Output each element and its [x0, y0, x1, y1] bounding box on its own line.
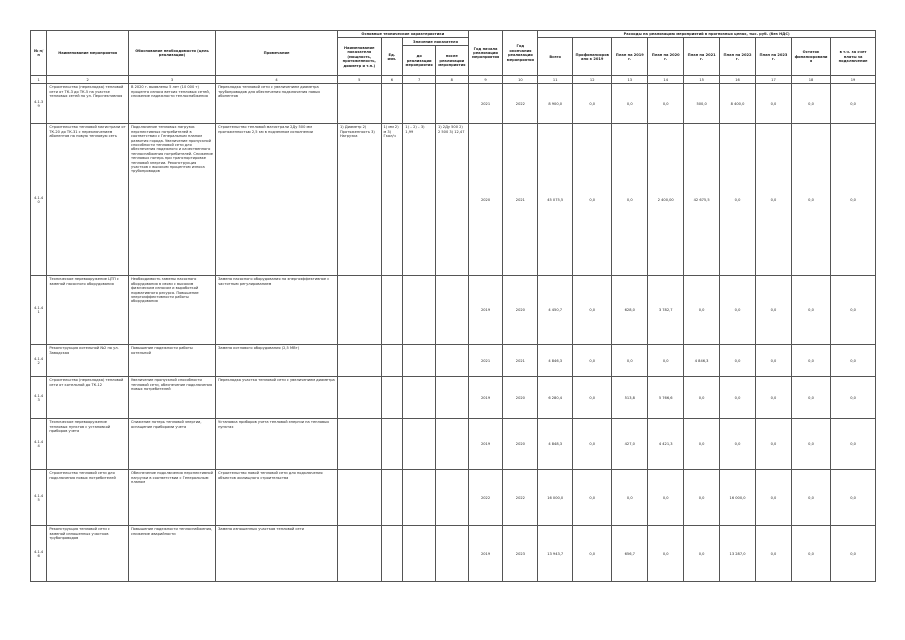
row-plan-2019: 0,0: [612, 84, 648, 124]
row-name: Техническое перевооружение ЦТП с заменой насосного оборудования: [47, 276, 129, 345]
header-plan-2022: План на 2022 г.: [720, 38, 756, 76]
row-plan-2023: 0,0: [756, 419, 792, 470]
row-name: Реконструкция тепловой сети с заменой изношенных участков трубопроводов: [47, 526, 129, 582]
row-name: Строительство тепловой сети для подключения новых потребителей: [47, 470, 129, 526]
row-goal: Повышение надежности работы котельной: [128, 345, 215, 377]
table-row: [31, 526, 876, 582]
row-indicator: [337, 470, 381, 526]
row-notes: Замена котлового оборудования (2,5 МВт): [216, 345, 338, 377]
row-unit: 1) мм 2) м 3) Гкал/ч: [381, 124, 403, 276]
column-number: 19: [831, 76, 876, 84]
row-indicator: [337, 345, 381, 377]
row-unit: [381, 526, 403, 582]
row-name: Строительство (перекладка) тепловой сети от ТК-3 до ТК-5 на участке тепловых сетей по ул. Перспективная: [47, 84, 129, 124]
row-start-year: 2019: [468, 276, 503, 345]
column-number: 10: [503, 76, 538, 84]
row-plan-2023: 0,0: [756, 84, 792, 124]
header-financed: Профинансировано к 2019: [573, 38, 612, 76]
column-number-row: [31, 76, 876, 84]
row-unit: [381, 470, 403, 526]
header-end-year: Год окончания реализации мероприятия: [503, 31, 538, 76]
row-total: 4 846,3: [538, 345, 573, 377]
row-indicator: [337, 419, 381, 470]
row-rest: 0,0: [791, 526, 830, 582]
header-plan-2023: План на 2023 г.: [756, 38, 792, 76]
row-after: [435, 377, 468, 419]
row-notes: Перекладка тепловой сети с увеличением диаметра трубопроводов для обеспечения подключения новых абонентов: [216, 84, 338, 124]
row-before: 1) – 2) – 3) 1,99: [403, 124, 436, 276]
row-rest: 0,0: [791, 124, 830, 276]
row-before: [403, 377, 436, 419]
row-incl: 0,0: [831, 124, 876, 276]
row-end-year: 2022: [503, 84, 538, 124]
column-number: 15: [684, 76, 720, 84]
row-goal: Необходимость замены насосного оборудования в связи с высоким физическим износом и выработкой нормативного ресурса. Повышение энергоэффективности работы оборудования: [128, 276, 215, 345]
row-notes: Строительство тепловой магистрали 2Ду 500 мм протяженностью 2,5 км в подземном исполнении: [216, 124, 338, 276]
row-total: 6 280,4: [538, 377, 573, 419]
row-plan-2022: 16 000,0: [720, 470, 756, 526]
column-number: 8: [435, 76, 468, 84]
row-notes: Перекладка участка тепловой сети с увеличением диаметра: [216, 377, 338, 419]
row-start-year: 2020: [468, 124, 503, 276]
row-plan-2021: 4 846,3: [684, 345, 720, 377]
row-plan-2019: 427,0: [612, 419, 648, 470]
row-plan-2023: 0,0: [756, 470, 792, 526]
row-plan-2022: 0,0: [720, 345, 756, 377]
row-plan-2019: 0,0: [612, 124, 648, 276]
row-before: [403, 419, 436, 470]
row-incl: 0,0: [831, 276, 876, 345]
row-plan-2019: 628,0: [612, 276, 648, 345]
row-end-year: 2022: [503, 470, 538, 526]
row-end-year: 2023: [503, 526, 538, 582]
row-plan-2022: 13 287,0: [720, 526, 756, 582]
row-start-year: 2019: [468, 377, 503, 419]
header-rest: Остаток финансирования: [791, 38, 830, 76]
column-number: 3: [128, 76, 215, 84]
table-row: [31, 84, 876, 124]
row-rest: 0,0: [791, 470, 830, 526]
header-unit: Ед. изм.: [381, 38, 403, 76]
row-before: [403, 345, 436, 377]
header-after: после реализации мероприятия: [435, 46, 468, 76]
row-goal: В 2020 г. выявлены 5 лет (10 000 т) процента износа ветхих тепловых сетей, снижение надежности теплоснабжения: [128, 84, 215, 124]
row-start-year: 2022: [468, 470, 503, 526]
header-value-group: Значение показателя: [403, 38, 468, 46]
row-number: 4.1.42: [31, 345, 47, 377]
row-notes: Замена изношенных участков тепловой сети: [216, 526, 338, 582]
row-financed: 0,0: [573, 526, 612, 582]
row-before: [403, 276, 436, 345]
row-plan-2022: 0,0: [720, 377, 756, 419]
row-after: [435, 526, 468, 582]
row-plan-2022: 0,0: [720, 124, 756, 276]
row-after: 1) 2Ду 500 2) 2 500 3) 12,47: [435, 124, 468, 276]
row-financed: 0,0: [573, 470, 612, 526]
row-end-year: 2020: [503, 276, 538, 345]
row-total: 4 450,7: [538, 276, 573, 345]
row-rest: 0,0: [791, 419, 830, 470]
row-number: 4.1.41: [31, 276, 47, 345]
row-plan-2020: 5 766,6: [648, 377, 684, 419]
header-incl: в т.ч. за счет платы за подключение: [831, 38, 876, 76]
header-costs-group: Расходы на реализацию мероприятий в прогнозных ценах, тыс. руб. (без НДС): [538, 31, 876, 38]
row-end-year: 2021: [503, 124, 538, 276]
header-notes: Примечание: [216, 31, 338, 76]
row-financed: 0,0: [573, 345, 612, 377]
table-row: [31, 345, 876, 377]
row-incl: 0,0: [831, 84, 876, 124]
row-number: 4.1.39: [31, 84, 47, 124]
row-unit: [381, 276, 403, 345]
row-plan-2021: 42 675,5: [684, 124, 720, 276]
table-row: [31, 276, 876, 345]
header-goal: Обоснование необходимости (цель реализации): [128, 31, 215, 76]
row-start-year: 2021: [468, 345, 503, 377]
row-financed: 0,0: [573, 276, 612, 345]
row-after: [435, 84, 468, 124]
row-plan-2019: 513,8: [612, 377, 648, 419]
row-name: Реконструкция котельной №2 по ул. Заводская: [47, 345, 129, 377]
column-number: 18: [791, 76, 830, 84]
header-plan-2020: План на 2020 г.: [648, 38, 684, 76]
row-goal: Повышение надежности теплоснабжения, снижение аварийности: [128, 526, 215, 582]
row-financed: 0,0: [573, 124, 612, 276]
column-number: 4: [216, 76, 338, 84]
table-row: [31, 419, 876, 470]
row-plan-2020: 0,0: [648, 345, 684, 377]
header-total: Всего: [538, 38, 573, 76]
row-plan-2020: 4 421,3: [648, 419, 684, 470]
table-body: [31, 84, 876, 582]
column-number: 13: [612, 76, 648, 84]
row-plan-2020: 0,0: [648, 84, 684, 124]
row-financed: 0,0: [573, 377, 612, 419]
row-plan-2022: 0,0: [720, 419, 756, 470]
row-indicator: [337, 276, 381, 345]
row-plan-2021: 0,0: [684, 276, 720, 345]
row-plan-2022: 8 400,0: [720, 84, 756, 124]
column-number: 9: [468, 76, 503, 84]
table-row: [31, 470, 876, 526]
row-after: [435, 419, 468, 470]
row-total: 4 848,3: [538, 419, 573, 470]
row-plan-2020: 0,0: [648, 470, 684, 526]
row-total: 8 900,0: [538, 84, 573, 124]
row-financed: 0,0: [573, 419, 612, 470]
row-before: [403, 84, 436, 124]
row-goal: Снижение потерь тепловой энергии, оснащение приборами учета: [128, 419, 215, 470]
row-total: 16 000,0: [538, 470, 573, 526]
row-after: [435, 345, 468, 377]
row-unit: [381, 377, 403, 419]
row-plan-2021: 0,0: [684, 377, 720, 419]
row-indicator: [337, 84, 381, 124]
table-row: [31, 124, 876, 276]
row-number: 4.1.44: [31, 419, 47, 470]
row-plan-2021: 0,0: [684, 470, 720, 526]
row-name: Строительство (перекладка) тепловой сети от котельной до ТК-12: [47, 377, 129, 419]
row-rest: 0,0: [791, 84, 830, 124]
column-number: 1: [31, 76, 47, 84]
column-number: 14: [648, 76, 684, 84]
row-start-year: 2019: [468, 526, 503, 582]
header-no: № п/п: [31, 31, 47, 76]
header-before: до реализации мероприятия: [403, 46, 436, 76]
header-start-year: Год начала реализации мероприятия: [468, 31, 503, 76]
row-before: [403, 526, 436, 582]
row-end-year: 2020: [503, 419, 538, 470]
row-incl: 0,0: [831, 526, 876, 582]
row-plan-2022: 0,0: [720, 276, 756, 345]
row-before: [403, 470, 436, 526]
row-after: [435, 470, 468, 526]
column-number: 11: [538, 76, 573, 84]
row-name: Строительство тепловой магистрали от ТК-20 до ТК-31 с переключением абонентов на новую тепловую сеть: [47, 124, 129, 276]
row-incl: 0,0: [831, 419, 876, 470]
table-row: [31, 377, 876, 419]
row-plan-2023: 0,0: [756, 526, 792, 582]
column-number: 2: [47, 76, 129, 84]
row-unit: [381, 84, 403, 124]
row-plan-2023: 0,0: [756, 124, 792, 276]
row-indicator: [337, 377, 381, 419]
row-rest: 0,0: [791, 276, 830, 345]
row-plan-2019: 0,0: [612, 345, 648, 377]
row-number: 4.1.45: [31, 470, 47, 526]
row-unit: [381, 419, 403, 470]
row-rest: 0,0: [791, 377, 830, 419]
row-financed: 0,0: [573, 84, 612, 124]
row-plan-2020: 0,0: [648, 526, 684, 582]
row-notes: Установка приборов учета тепловой энергии на тепловых пунктах: [216, 419, 338, 470]
row-number: 4.1.46: [31, 526, 47, 582]
row-notes: Строительство новой тепловой сети для подключения объектов жилищного строительства: [216, 470, 338, 526]
header-indicator: Наименование показателя (мощность, протяженность, диаметр и т.п.): [337, 38, 381, 76]
column-number: 12: [573, 76, 612, 84]
row-plan-2023: 0,0: [756, 377, 792, 419]
row-start-year: 2021: [468, 84, 503, 124]
row-unit: [381, 345, 403, 377]
row-plan-2019: 656,7: [612, 526, 648, 582]
row-plan-2020: 2 400,00: [648, 124, 684, 276]
row-indicator: 1) Диаметр 2) Протяженность 3) Нагрузка: [337, 124, 381, 276]
header-plan-2019: План на 2019 г.: [612, 38, 648, 76]
row-incl: 0,0: [831, 377, 876, 419]
row-number: 4.1.43: [31, 377, 47, 419]
investment-program-table: [30, 30, 876, 582]
header-plan-2021: План на 2021 г.: [684, 38, 720, 76]
row-total: 45 075,5: [538, 124, 573, 276]
row-end-year: 2021: [503, 345, 538, 377]
row-notes: Замена насосного оборудования на энергоэффективное с частотным регулированием: [216, 276, 338, 345]
row-after: [435, 276, 468, 345]
row-goal: Подключение тепловых нагрузок перспективных потребителей в соответствии с Генеральным планом развития города. Увеличение пропускной способности тепловой сети для обеспечения надежного и качественного теплоснабжения потребителей. Снижение тепловых потерь при транспортировке тепловой энергии. Реконструкция участков с высоким процентом износа трубопроводов: [128, 124, 215, 276]
column-number: 16: [720, 76, 756, 84]
column-number: 17: [756, 76, 792, 84]
row-plan-2021: 0,0: [684, 419, 720, 470]
column-number: 7: [403, 76, 436, 84]
row-plan-2021: 500,0: [684, 84, 720, 124]
row-number: 4.1.40: [31, 124, 47, 276]
row-total: 13 943,7: [538, 526, 573, 582]
header-tech-group: Основные технические характеристики: [337, 31, 468, 38]
row-plan-2023: 0,0: [756, 345, 792, 377]
column-number: 6: [381, 76, 403, 84]
column-number: 5: [337, 76, 381, 84]
header-name: Наименование мероприятия: [47, 31, 129, 76]
row-goal: Увеличение пропускной способности тепловой сети, обеспечение подключения новых потребителей: [128, 377, 215, 419]
row-rest: 0,0: [791, 345, 830, 377]
row-incl: 0,0: [831, 470, 876, 526]
row-end-year: 2020: [503, 377, 538, 419]
row-plan-2023: 0,0: [756, 276, 792, 345]
row-plan-2021: 0,0: [684, 526, 720, 582]
row-goal: Обеспечение подключения перспективной нагрузки в соответствии с Генеральным планом: [128, 470, 215, 526]
row-plan-2020: 3 782,7: [648, 276, 684, 345]
row-indicator: [337, 526, 381, 582]
row-plan-2019: 0,0: [612, 470, 648, 526]
row-start-year: 2019: [468, 419, 503, 470]
row-incl: 0,0: [831, 345, 876, 377]
row-name: Техническое перевооружение тепловых пунктов с установкой приборов учета: [47, 419, 129, 470]
